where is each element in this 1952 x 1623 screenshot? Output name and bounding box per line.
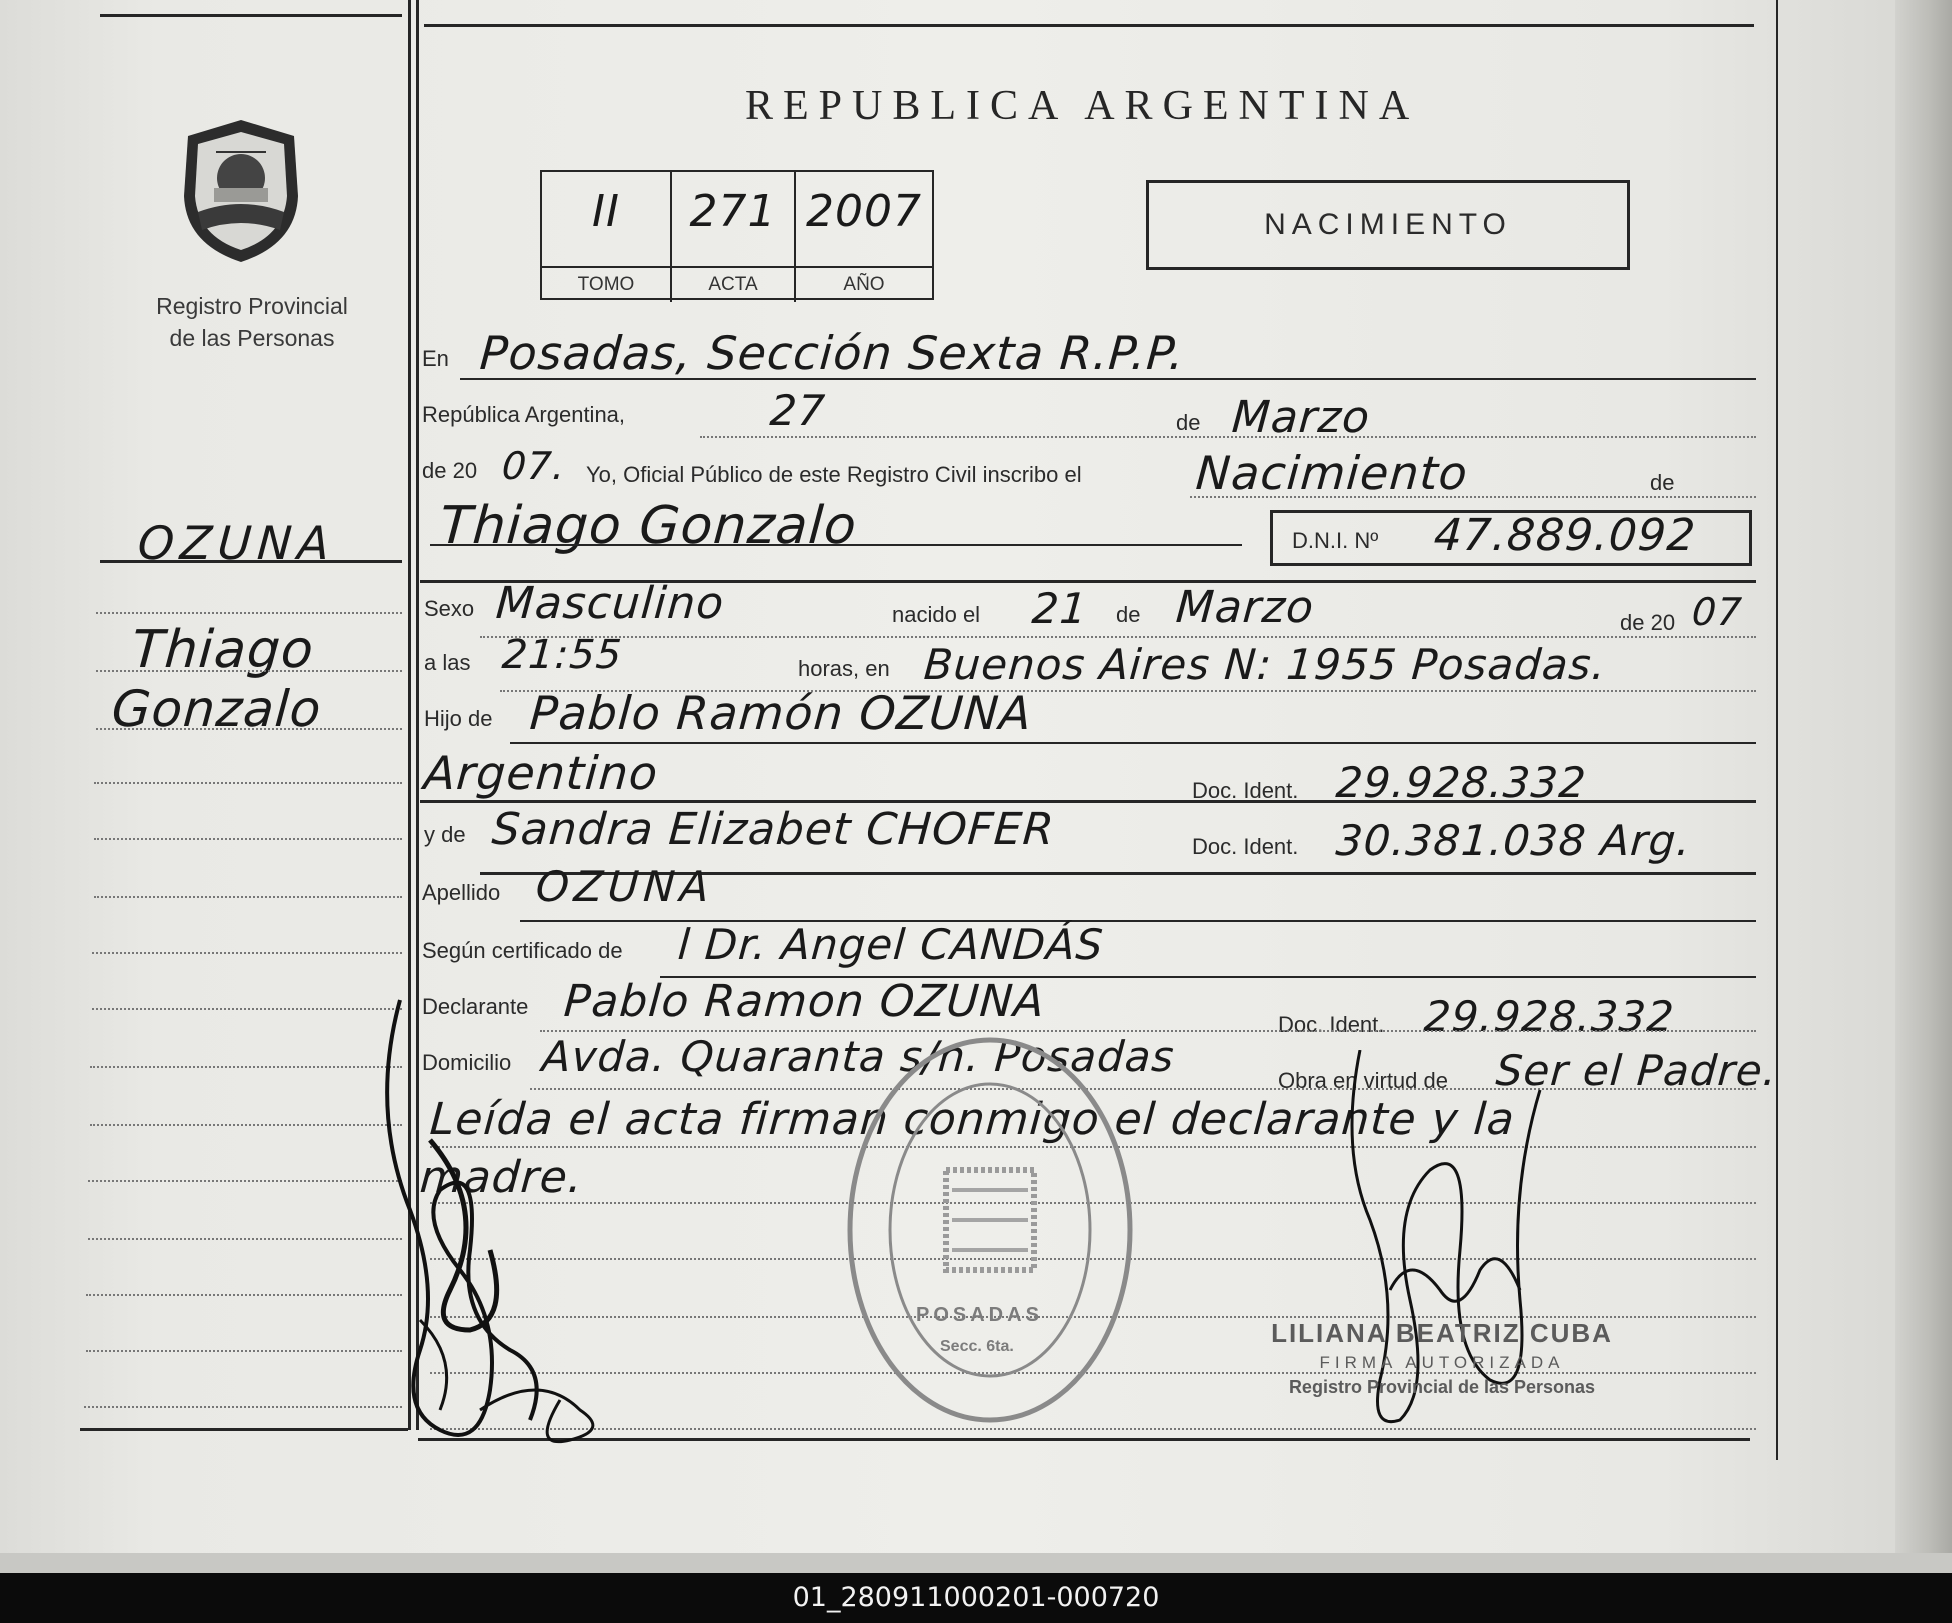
apellido-label: Apellido — [422, 880, 501, 905]
province-seal-icon — [176, 116, 306, 266]
file-id-bar: 01_280911000201-000720 — [0, 1573, 1952, 1623]
docident-label-3: Doc. Ident. — [1278, 1012, 1385, 1037]
padre-doc: 29.928.332 — [1334, 758, 1589, 807]
tomo-value: II — [592, 186, 620, 237]
top-rule-left — [100, 14, 402, 17]
officer-role: FIRMA AUTORIZADA — [1319, 1353, 1565, 1372]
record-number-table — [540, 170, 934, 300]
margin-given-line1: Thiago — [129, 620, 316, 680]
officer-block — [1262, 1318, 1622, 1398]
margin-dotline — [94, 896, 402, 898]
act-value: Nacimiento — [1194, 446, 1470, 500]
margin-dotline — [90, 1124, 402, 1126]
lugar-value: Buenos Aires N: 1955 Posadas. — [922, 640, 1608, 689]
margin-dotline — [84, 1406, 402, 1408]
top-rule-right — [424, 24, 1754, 27]
margin-given-line2: Gonzalo — [109, 680, 324, 738]
sexo-label: Sexo — [424, 596, 475, 621]
alas-label: a las — [424, 650, 471, 675]
declarante-doc: 29.928.332 — [1422, 992, 1677, 1041]
acta-label: ACTA — [672, 266, 794, 302]
margin-dotline — [86, 1294, 402, 1296]
registry-name-line2: de las Personas — [169, 325, 335, 351]
birth-month: Marzo — [1174, 582, 1316, 633]
yde-label: y de — [424, 822, 466, 847]
acta-value: 271 — [689, 186, 777, 237]
de-label: de — [1176, 410, 1201, 435]
margin-dotline — [94, 838, 402, 840]
anio-cell — [796, 172, 932, 302]
dni-value: 47.889.092 — [1432, 510, 1698, 561]
name-value: Thiago Gonzalo — [437, 496, 859, 556]
row-dotline — [480, 636, 1756, 638]
bottom-rule-left — [80, 1428, 408, 1431]
segun-label: Según certificado de — [422, 938, 623, 963]
declarant-signature-icon — [380, 990, 650, 1460]
en-label: En — [422, 346, 449, 371]
en-value: Posadas, Sección Sexta R.P.P. — [478, 326, 1187, 380]
margin-dotline — [92, 1008, 402, 1010]
sexo-value: Masculino — [494, 578, 726, 629]
country-title: REPUBLICA ARGENTINA — [745, 83, 1420, 129]
margin-dotline — [94, 782, 402, 784]
record-type-box: NACIMIENTO — [1146, 180, 1630, 270]
horas-label: horas, en — [798, 656, 890, 681]
margin-dotline — [96, 728, 402, 730]
margin-dotline — [86, 1350, 402, 1352]
page-edge — [1895, 0, 1952, 1573]
docident-label-2: Doc. Ident. — [1192, 834, 1299, 859]
obra-label: Obra en virtud de — [1278, 1068, 1448, 1093]
margin-dotline — [92, 952, 402, 954]
officer-name: LILIANA BEATRIZ CUBA — [1271, 1318, 1613, 1348]
tomo-cell — [542, 172, 672, 302]
section-rule — [420, 800, 1756, 803]
row-rule — [430, 544, 1242, 546]
declarante-value: Pablo Ramon OZUNA — [562, 976, 1047, 1027]
margin-dotline — [96, 612, 402, 614]
de-label-3: de — [1116, 602, 1141, 627]
registry-name-line1: Registro Provincial — [156, 293, 348, 319]
officer-signature-icon — [1340, 1050, 1580, 1470]
de20-label-2: de 20 — [1620, 610, 1676, 635]
month-value: Marzo — [1230, 392, 1372, 443]
row-rule — [510, 742, 1756, 744]
year-value: 07. — [500, 444, 567, 488]
registry-name — [120, 290, 384, 354]
de-label-2: de — [1650, 470, 1675, 495]
acta-cell — [672, 172, 796, 302]
birth-day: 21 — [1030, 584, 1090, 633]
madre-value: Sandra Elizabet CHOFER — [490, 804, 1057, 855]
nacido-label: nacido el — [892, 602, 981, 627]
official-stamp-icon — [840, 1030, 1140, 1430]
inscribo-label: Yo, Oficial Público de este Registro Civil inscribo el — [586, 462, 1082, 487]
domicilio-value: Avda. Quaranta s/n. Posadas — [540, 1032, 1177, 1081]
padre-nacionalidad: Argentino — [422, 746, 661, 800]
row-dotline — [1190, 496, 1756, 498]
right-border — [1776, 0, 1778, 1460]
row-rule — [460, 378, 1756, 380]
anio-label: AÑO — [796, 266, 932, 302]
day-value: 27 — [768, 386, 828, 435]
tomo-label: TOMO — [542, 266, 670, 302]
margin-dotline — [88, 1238, 402, 1240]
republica-label: República Argentina, — [422, 402, 626, 427]
hijo-label: Hijo de — [424, 706, 493, 731]
nota-line2: madre. — [418, 1152, 585, 1203]
domicilio-label: Domicilio — [422, 1050, 512, 1075]
declarante-label: Declarante — [422, 994, 529, 1019]
padre-value: Pablo Ramón OZUNA — [528, 686, 1034, 740]
stamp-city: POSADAS — [916, 1304, 1043, 1326]
anio-value: 2007 — [806, 186, 922, 237]
madre-doc: 30.381.038 Arg. — [1334, 816, 1693, 865]
docident-label: Doc. Ident. — [1192, 778, 1299, 803]
margin-surname: OZUNA — [136, 516, 338, 570]
row-dotline — [700, 436, 1756, 438]
obra-value: Ser el Padre. — [1494, 1046, 1779, 1095]
de20-label: de 20 — [422, 458, 478, 483]
page-bottom-edge — [0, 1553, 1952, 1573]
dni-label: D.N.I. Nº — [1292, 528, 1379, 553]
stamp-section: Secc. 6ta. — [940, 1338, 1014, 1355]
margin-surname-rule — [100, 560, 402, 563]
margin-dotline — [96, 670, 402, 672]
apellido-value: OZUNA — [534, 862, 716, 911]
margin-dotline — [88, 1180, 402, 1182]
hora-value: 21:55 — [500, 632, 624, 678]
medico-value: l Dr. Angel CANDÁS — [676, 920, 1106, 969]
margin-dotline — [90, 1066, 402, 1068]
birth-year: 07 — [1690, 590, 1744, 634]
officer-office: Registro Provincial de las Personas — [1288, 1377, 1596, 1397]
nota-line1: Leída el acta firman conmigo el declarante y la — [428, 1094, 1517, 1145]
